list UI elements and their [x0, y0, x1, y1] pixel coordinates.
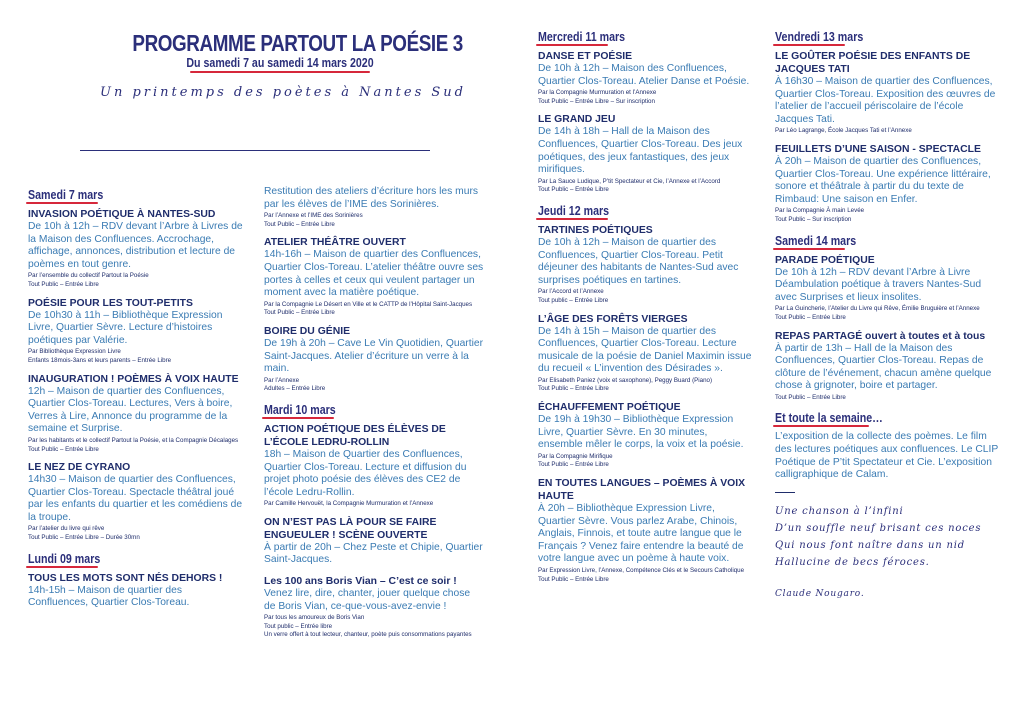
day-heading: Samedi 7 mars [28, 187, 104, 202]
event-title: EN TOUTES LANGUES – POÈMES À VOIX HAUTE [538, 478, 746, 503]
event [538, 113, 753, 194]
event-desc: 14h-16h – Maison de quartier des Confluences, Quartier Clos-Toreau. L’atelier théâtre ouvre ses portes à celles et ceux qui veulent partager un moment avec la matière poétique. [264, 249, 484, 299]
event [264, 423, 484, 508]
event-access: Tout Public – Entrée Libre [264, 309, 335, 317]
event-desc: 18h – Maison de Quartier des Confluences, Quartier Clos-Toreau. Lecture et diffusion du projet photo poésie des élèves des CE2 de l’école Ledru-Rollin. [264, 448, 467, 498]
event-credit: Par l’Accord et l’Annexe [538, 288, 604, 296]
event [28, 572, 243, 610]
day-heading: Jeudi 12 mars [538, 202, 610, 218]
event-title: DANSE ET POÉSIE [538, 51, 633, 62]
event-desc: De 19h à 19h30 – Bibliothèque Expression Livre, Quartier Sèvre. En 30 minutes, ensemble mêler le corps, la voix et la poésie. [538, 414, 744, 451]
event-desc: De 10h à 12h – Maison de quartier des Confluences, Quartier Clos-Toreau. Petit déjeuner des habitants de Nantes-Sud avec surprises poétiques en tartines. [538, 236, 739, 286]
header-divider [80, 150, 430, 151]
event-access: Tout Public – Sur inscription [775, 215, 852, 223]
event-title: FEUILLETS D’UNE SAISON - SPECTACLE [775, 143, 981, 155]
event [538, 477, 753, 583]
event-title: Les 100 ans Boris Vian – C’est ce soir ! [264, 576, 457, 588]
event-access: Tout Public – Entrée Libre [775, 313, 846, 321]
poem-line: Une chanson à l’infini [775, 505, 904, 517]
event-title: INAUGURATION ! POÈMES À VOIX HAUTE [28, 373, 239, 385]
day-underline [536, 218, 608, 220]
poem-line: Qui nous font naître dans un nid [775, 539, 965, 551]
event [28, 373, 243, 454]
event [264, 325, 484, 393]
event-access: Enfants 18mois-3ans et leurs parents – Entrée Libre [28, 356, 172, 364]
event-desc: Venez lire, dire, chanter, jouer quelque chose de Boris Vian, ce-que-vous-avez-envie ! [264, 588, 471, 612]
event-credit: Par Elisabeth Paniez (voix et saxophone), Peggy Buard (Piano) [538, 376, 713, 384]
event-credit: Par Bibliothèque Expression Livre [28, 348, 121, 356]
event [28, 461, 243, 542]
event-desc: 14h30 – Maison de quartier des Confluences, Quartier Clos-Toreau. Spectacle théâtral joué par les enfants du quartier et les comédiens de la troupe. [28, 474, 243, 523]
dates-underline [190, 71, 370, 73]
event-credit: Par l’Annexe et l’IME des Sorinières [264, 212, 363, 220]
event-credit: Par la Compagnie Murmuration et l’Annexe [538, 89, 657, 97]
day-underline [26, 202, 98, 204]
event [264, 186, 484, 228]
event-desc: De 14h à 15h – Maison de quartier des Confluences, Quartier Clos-Toreau. Lecture musicale de la poésie de Daniel Maximin issue du recueil « L’invention des Désirades ». [538, 325, 752, 375]
event-title: TARTINES POÉTIQUES [538, 224, 653, 236]
event-title: PARADE POÉTIQUE [775, 254, 875, 266]
day-heading: Vendredi 13 mars [775, 29, 864, 44]
event-credit: Par la Compagnie À main Levée [775, 207, 865, 215]
day-heading: Et toute la semaine… [775, 410, 883, 426]
event-desc: De 14h à 18h – Hall de la Maison des Confluences, Quartier Clos-Toreau. Des jeux poétiques, des jeux fantastiques, des jeux mirifiques. [538, 126, 743, 176]
page-dates: Du samedi 7 au samedi 14 mars 2020 [186, 56, 374, 70]
event-note: Un verre offert à tout lecteur, chanteur, poète puis consommations payantes [264, 631, 472, 639]
event-title: REPAS PARTAGÉ ouvert à toutes et à tous [775, 330, 986, 342]
event-access: Tout Public – Entrée Libre [28, 445, 99, 453]
event-title: INVASION POÉTIQUE À NANTES-SUD [28, 209, 216, 220]
event-desc: De 10h à 12h – RDV devant l’Arbre à Livre Déambulation poétique à travers Nantes-Sud avec Surprises et lieux insolites. [775, 266, 982, 303]
header [100, 30, 466, 100]
event-access: Tout Public – Entrée Libre [538, 575, 609, 583]
event-access: Tout Public – Entrée Libre [538, 186, 609, 194]
event-desc: À partir de 13h – Hall de la Maison des Confluences, Quartier Clos-Toreau. Repas de clôture de l’événement, chacun amène quelque chose à grignoter, boire et partager. [775, 342, 992, 392]
event [775, 143, 1000, 224]
event [775, 431, 1000, 481]
event-title: POÉSIE POUR LES TOUT-PETITS [28, 297, 193, 309]
day-heading: Lundi 09 mars [28, 550, 101, 566]
event-desc: 14h-15h – Maison de quartier des Confluences, Quartier Clos-Toreau. [28, 584, 190, 609]
event [538, 224, 753, 305]
event-access: Adultes – Entrée Libre [264, 385, 326, 393]
event [775, 330, 1000, 402]
event-title: ÉCHAUFFEMENT POÉTIQUE [538, 402, 681, 414]
event-desc: À 16h30 – Maison de quartier des Confluences, Quartier Clos-Toreau. Exposition des œuvres de l’atelier de l’accueil périscolaire de l’école Jacques Tati. [775, 76, 996, 125]
event-access: Tout public – Entrée libre [264, 622, 333, 630]
column-2 [264, 186, 484, 647]
event-title: ON N’EST PAS LÀ POUR SE FAIRE ENGUEULER ! SCÈNE OUVERTE [264, 516, 437, 541]
event-title: BOIRE DU GÉNIE [264, 325, 351, 337]
day-heading: Samedi 14 mars [775, 232, 857, 248]
poem-line: Hallucine de becs féroces. [775, 556, 930, 568]
event-access: Tout Public – Entrée Libre – Sur inscription [538, 97, 655, 105]
poem-line: D’un souffle neuf brisant ces noces [775, 522, 982, 534]
event-desc: À 20h – Bibliothèque Expression Livre, Quartier Sèvre. Vous parlez Arabe, Chinois, Anglais, Finnois, et toute autre langue que le Français ? Venez faire entendre la beauté de votre langue avec un poème à haute voix. [538, 503, 744, 565]
event-access: Tout Public – Entrée Libre [538, 385, 609, 393]
page-title: PROGRAMME PARTOUT LA POÉSIE 3 [132, 30, 463, 56]
poem-signature: Claude Nougaro. [775, 588, 865, 599]
poem-divider [775, 492, 795, 493]
event-title: LE GOÛTER POÉSIE DES ENFANTS DE JACQUES TATI [775, 51, 971, 75]
column-4 [775, 28, 1000, 599]
day-heading: Mercredi 11 mars [538, 29, 626, 44]
event-title: TOUS LES MOTS SONT NÉS DEHORS ! [28, 572, 223, 584]
event-title: ATELIER THÉÂTRE OUVERT [264, 237, 406, 249]
column-3 [538, 28, 753, 591]
event-desc: À 20h – Maison de quartier des Confluences, Quartier Clos-Toreau. Une expérience littéraire, sonore et théâtrale à partir du du texte de Rimbaud: Une saison en Enfer. [775, 155, 991, 205]
event-access: Tout public – Entrée Libre [538, 296, 609, 304]
day-underline [773, 44, 845, 46]
event-title: ACTION POÉTIQUE DES ÉLÈVES DE L’ÉCOLE LEDRU-ROLLIN [264, 423, 446, 448]
event-desc: De 10h30 à 11h – Bibliothèque Expression Livre, Quartier Sèvre. Lecture d’histoires poétiques par Valérie. [28, 309, 223, 346]
event [538, 313, 753, 394]
event [28, 208, 243, 289]
event-credit: Par la Compagnie Mirifique [538, 452, 613, 460]
event-credit: Par la Compagnie Le Désert en Ville et le CATTP de l’Hôpital Saint-Jacques [264, 300, 473, 308]
event-title: LE GRAND JEU [538, 114, 616, 126]
event [264, 236, 484, 317]
event [538, 401, 753, 469]
event-credit: Par l’Annexe [264, 376, 300, 384]
event-desc: De 10h à 12h – RDV devant l’Arbre à Livres de la Maison des Confluences. Accrochage, affichage, annonces, distribution et lecture de poèmes en tout genre. [28, 221, 243, 270]
event-credit: Par Camille Hervouët, la Compagnie Murmuration et l’Annexe [264, 500, 434, 508]
event-desc: De 10h à 12h – Maison des Confluences, Quartier Clos-Toreau. Atelier Danse et Poésie. [538, 63, 750, 87]
event-credit: Par tous les amoureux de Boris Vian [264, 614, 365, 622]
event [264, 516, 484, 567]
event-access: Tout Public – Entrée Libre [264, 220, 335, 228]
day-heading: Mardi 10 mars [264, 401, 336, 417]
event-access: Tout Public – Entrée Libre – Durée 30mn [28, 534, 140, 542]
column-1 [28, 186, 243, 618]
event-desc: De 19h à 20h – Cave Le Vin Quotidien, Quartier Saint-Jacques. Atelier d’écriture un verre à la main. [264, 337, 484, 375]
event-credit: Par Expression Livre, l’Annexe, Compétence Clés et le Secours Catholique [538, 567, 745, 574]
event-credit: Par La Guincherie, l’Atelier du Livre qui Rêve, Émilie Bruguière et l’Annexe [775, 305, 980, 313]
event-desc: L’exposition de la collecte des poèmes. Le film des lectures poétiques aux confluences. Le CLIP Poétique de P’tit Spectateur et Cie. L’exposition calligraphique de Calam. [775, 431, 999, 481]
event-desc: À partir de 20h – Chez Peste et Chipie, Quartier Saint-Jacques. [264, 541, 483, 566]
event-desc: 12h – Maison de quartier des Confluences, Quartier Clos-Toreau. Lectures, Vers à boire, Verres à Lire, Annonce du programme de la semaine et Surprise. [28, 385, 233, 435]
event-credit: Par La Sauce Ludique, P’tit Spectateur et Cie, l’Annexe et l’Accord [538, 177, 721, 185]
poem [775, 503, 1000, 599]
event [775, 254, 1000, 322]
day-underline [26, 566, 98, 568]
event-credit: Par Léo Lagrange, École Jacques Tati et l’Annexe [775, 127, 912, 135]
event-title: L’ÂGE DES FORÊTS VIERGES [538, 313, 688, 325]
event-desc: Restitution des ateliers d’écriture hors les murs par les élèves de l’IME des Sorinières. [264, 186, 479, 210]
event-title: LE NEZ DE CYRANO [28, 462, 131, 474]
day-underline [262, 417, 334, 419]
page-tagline: Un printemps des poètes à Nantes Sud [100, 85, 466, 100]
event [264, 575, 484, 639]
day-underline [773, 248, 845, 250]
event [538, 50, 753, 105]
event-access: Tout Public – Entrée Libre [538, 461, 609, 469]
event-credit: Par les habitants et le collectif Partout la Poésie, et la Compagnie Décalages [28, 436, 239, 444]
day-underline [773, 425, 869, 427]
day-underline [536, 44, 608, 46]
event-credit: Par l’atelier du livre qui rêve [28, 525, 105, 533]
event [28, 297, 243, 365]
event-access: Tout Public – Entrée Libre [775, 393, 846, 401]
event-credit: Par l’ensemble du collectif Partout la Poésie [28, 272, 149, 280]
event [775, 50, 1000, 135]
event-access: Tout Public – Entrée Libre [28, 280, 99, 288]
